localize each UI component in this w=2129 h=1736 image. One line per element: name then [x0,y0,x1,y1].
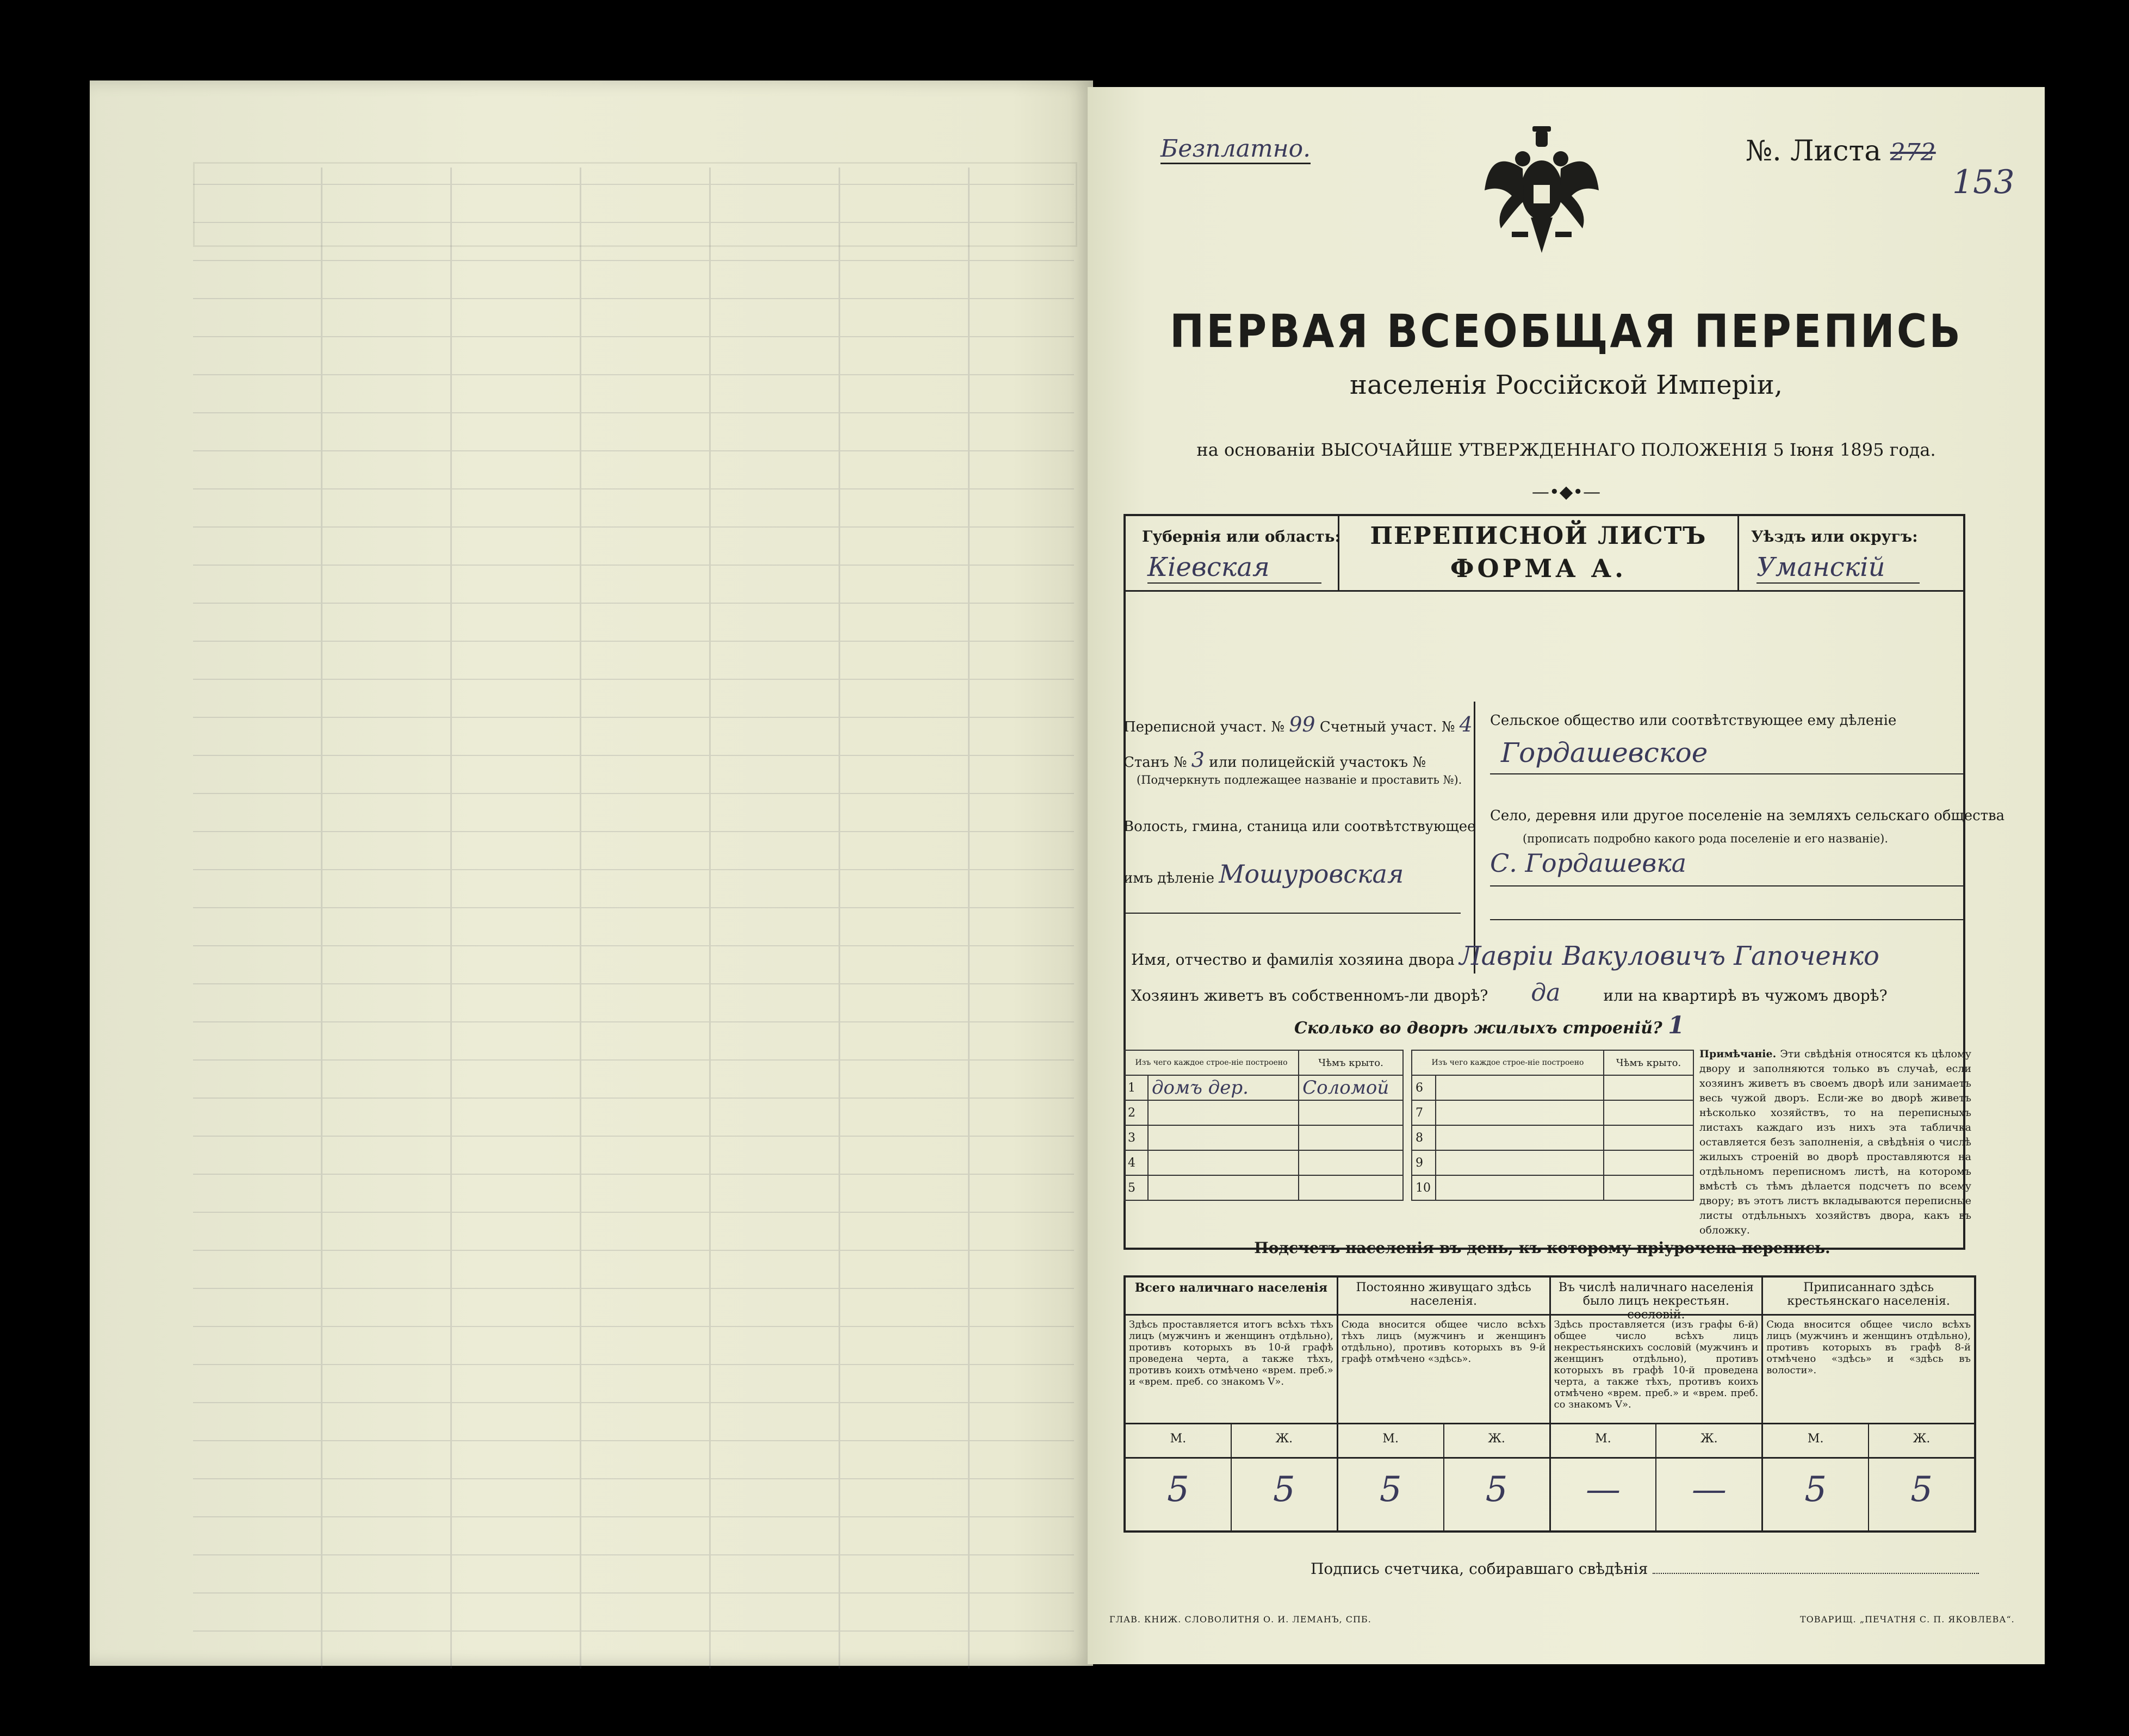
col-roof-header: Чѣмъ крыто. [1604,1050,1693,1075]
table-row [1124,1150,1403,1175]
underline-note: (Подчеркнуть подлежащее названіе и проставить №). [1137,773,1462,786]
female-label: Ж. [1275,1432,1293,1446]
row-number: 2 [1124,1100,1148,1125]
built-cell: домъ дер. [1148,1075,1299,1100]
female-value: — [1691,1470,1727,1510]
census-subtitle: населенія Россійской Имперіи, [1350,370,1783,400]
printer-left: ГЛАВ. КНИЖ. СЛОВОЛИТНЯ О. И. ЛЕМАНЪ, СПБ. [1109,1614,1371,1625]
buildings-table-right [1411,1050,1694,1201]
table-row [1124,1075,1403,1100]
built-cell [1148,1125,1299,1150]
row-number: 9 [1412,1150,1436,1175]
built-cell [1148,1100,1299,1125]
male-value: 5 [1338,1459,1444,1530]
male-value: — [1551,1459,1657,1530]
owner-value: Лавріи Вакуловичъ Гапоченко [1459,941,1879,971]
stan-field [1124,748,1426,772]
count-section-label: Счетный участ. № [1319,719,1455,735]
roof-cell [1299,1100,1403,1125]
sheet-number-struck: 272 [1890,139,1936,166]
buildings-label: Сколько во дворѣ жилыхъ строеній? [1294,1019,1662,1038]
village-line-2 [1490,919,1963,920]
volost-label-1: Волость, гмина, станица или соотвѣтствующее [1124,819,1476,835]
fields-divider [1474,702,1475,974]
table-row [1124,1100,1403,1125]
roof-cell [1299,1125,1403,1150]
rented-label: или на квартирѣ въ чужомъ дворѣ? [1603,987,1888,1005]
buildings-value: 1 [1668,1012,1685,1039]
count-section-value: 4 [1459,712,1473,736]
sheet-number-label: №. Листа [1746,135,1882,168]
table-row [1412,1100,1693,1125]
male-label: М. [1126,1424,1232,1457]
built-cell [1148,1150,1299,1175]
census-basis: на основаніи ВЫСОЧАЙШЕ УТВЕРЖДЕННАГО ПОЛОЖЕНІЯ 5 Іюня 1895 года. [1196,439,1936,460]
population-heading: Подсчетъ населенія въ день, къ которому пріурочена перепись. [1254,1239,1830,1257]
female-value: 5 [1273,1470,1295,1510]
female-label: Ж. [1488,1432,1505,1446]
roof-cell [1299,1175,1403,1200]
row-number: 1 [1124,1075,1148,1100]
note-text: Эти свѣдѣнія относятся къ цѣлому двору и заполняются только въ случаѣ, если хозяинъ живетъ въ своемъ дворѣ или занимаетъ весь чужой дворъ. Если-же во дворѣ живетъ нѣсколько хозяйствъ, то на переписныхъ листахъ каждаго изъ нихъ эта табличка оставляется безъ заполненія, а свѣдѣнія о числѣ жилыхъ строеній во дворѣ проставляются на отдѣльномъ переписномъ листѣ, на которомъ вмѣстѣ съ тѣмъ дѣлается подсчетъ по всему двору; въ этотъ листъ вкладываются переписные листы отдѣльныхъ хозяйствъ двора, какъ въ обложку. [1699,1048,1971,1236]
own-yard-label: Хозяинъ живетъ въ собственномъ-ли дворѣ? [1131,987,1488,1005]
imperial-eagle-emblem [1479,125,1604,261]
own-yard-field [1131,979,1888,1007]
roof-cell [1299,1150,1403,1175]
note-title: Примѣчаніе. [1699,1048,1777,1060]
owner-label: Имя, отчество и фамилія хозяина двора [1131,951,1455,969]
show-through-header [193,162,1077,247]
village-value: С. Гордашевка [1490,848,1687,878]
male-label: М. [1338,1424,1444,1457]
buildings-table-left [1124,1050,1404,1201]
male-label: М. [1763,1424,1869,1457]
census-section-field [1124,712,1473,736]
society-label: Сельское общество или соотвѣтствующее ему дѣленіе [1490,712,1897,729]
col-desc: Здѣсь проставляется (изъ графы 6-й) общее число всѣхъ лицъ некрестьянскихъ сословій (мужчинъ и женщинъ отдѣльно), противъ которыхъ въ графѣ 10-й проведена черта, а также тѣхъ, противъ коихъ отмѣчено «врем. преб.» и «врем. преб. со знакомъ V». [1551,1316,1762,1424]
col-roof-header: Чѣмъ крыто. [1299,1050,1403,1075]
uezd-value: Уманскій [1756,552,1920,584]
census-form-page [1088,87,2045,1664]
roof-cell [1604,1100,1693,1125]
roof-cell [1604,1150,1693,1175]
population-table [1124,1275,1976,1533]
female-label: Ж. [1700,1432,1718,1446]
guberniya-label: Губернія или область: [1142,528,1340,545]
roof-cell [1604,1175,1693,1200]
buildings-note [1699,1047,1971,1238]
table-row [1412,1050,1693,1075]
roof-cell [1604,1075,1693,1100]
form-header-vline-2 [1737,514,1739,590]
row-number: 4 [1124,1150,1148,1175]
own-yard-value: да [1531,979,1561,1007]
row-number: 5 [1124,1175,1148,1200]
col-desc: Сюда вносится общее число всѣхъ тѣхъ лицъ (мужчинъ и женщинъ отдѣльно), противъ которыхъ въ 9-й графѣ отмѣчено «здѣсь». [1338,1316,1549,1424]
population-col-non-peasant [1551,1278,1764,1530]
volost-extra-line [1124,913,1461,914]
table-row [1124,1050,1403,1075]
female-value: 5 [1910,1470,1933,1510]
col-desc: Сюда вносится общее число всѣхъ лицъ (мужчинъ и женщинъ отдѣльно), противъ которыхъ въ графѣ 8-й отмѣчено «здѣсь» и «здѣсь въ волости». [1763,1316,1974,1424]
sheet-number [1746,135,1936,168]
stan-label: Станъ № [1124,754,1187,771]
roof-cell: Соломой [1299,1075,1403,1100]
roof-cell [1604,1125,1693,1150]
built-cell [1436,1075,1604,1100]
volost-value: Мошуровская [1219,859,1404,889]
village-label: Село, деревня или другое поселеніе на земляхъ сельскаго общества [1490,808,2005,824]
row-number: 3 [1124,1125,1148,1150]
free-label: Безплатно. [1160,135,1311,164]
form-subtitle: ФОРМА А. [1450,554,1627,583]
col-title: Приписаннаго здѣсь крестьянскаго населенія. [1763,1278,1974,1316]
volost-label-2: имъ дѣленіе [1124,870,1214,886]
guberniya-value: Кіевская [1147,552,1321,584]
row-number: 7 [1412,1100,1436,1125]
female-value: 5 [1485,1470,1508,1510]
ornament-divider: —•◆•— [1531,481,1601,502]
col-built-header: Изъ чего каждое строе-ніе построено [1124,1050,1299,1075]
built-cell [1436,1150,1604,1175]
census-section-value: 99 [1289,712,1315,736]
show-through-grid [193,168,1074,1669]
signature-field [1311,1560,1979,1578]
sheet-number-handwritten: 153 [1952,163,2015,201]
population-col-registered [1763,1278,1974,1530]
built-cell [1436,1175,1604,1200]
left-page [90,80,1093,1666]
signature-label: Подпись счетчика, собиравшаго свѣдѣнія [1311,1560,1648,1578]
table-row [1124,1125,1403,1150]
col-title: Всего наличнаго населенія [1126,1278,1337,1316]
police-label: или полицейскій участокъ № [1209,754,1426,771]
table-row [1412,1075,1693,1100]
owner-field [1131,941,1879,971]
table-row [1412,1150,1693,1175]
stan-value: 3 [1191,748,1205,772]
col-built-header: Изъ чего каждое строе-ніе построено [1412,1050,1604,1075]
village-line [1490,885,1963,886]
male-value: 5 [1763,1459,1869,1530]
row-number: 8 [1412,1125,1436,1150]
table-row [1412,1125,1693,1150]
row-number: 10 [1412,1175,1436,1200]
population-col-permanent [1338,1278,1551,1530]
built-cell [1148,1175,1299,1200]
built-cell [1436,1100,1604,1125]
col-title: Постоянно живущаго здѣсь населенія. [1338,1278,1549,1316]
uezd-label: Уѣздъ или округъ: [1751,528,1918,545]
male-value: 5 [1126,1459,1232,1530]
col-title: Въ числѣ наличнаго населенія было лицъ некрестьян. сословій. [1551,1278,1762,1316]
form-title: ПЕРЕПИСНОЙ ЛИСТЪ [1370,522,1707,550]
village-note: (прописать подробно какого рода поселеніе и его названіе). [1523,832,1888,845]
census-title: ПЕРВАЯ ВСЕОБЩАЯ ПЕРЕПИСЬ [1170,305,1963,358]
built-cell [1436,1125,1604,1150]
female-label: Ж. [1913,1432,1931,1446]
society-line [1490,773,1963,774]
society-value: Гордашевское [1501,737,1708,768]
table-row [1412,1175,1693,1200]
row-number: 6 [1412,1075,1436,1100]
table-row [1124,1175,1403,1200]
male-label: М. [1551,1424,1657,1457]
printer-right: ТОВАРИЩ. „ПЕЧАТНЯ С. П. ЯКОВЛЕВА“. [1800,1614,2015,1625]
col-desc: Здѣсь проставляется итогъ всѣхъ тѣхъ лицъ (мужчинъ и женщинъ отдѣльно), противъ которыхъ въ 10-й графѣ проведена черта, а также тѣхъ, противъ коихъ отмѣчено «врем. преб.» и «врем. преб. со знакомъ V». [1126,1316,1337,1424]
buildings-field [1294,1012,1685,1039]
population-col-total [1126,1278,1338,1530]
volost-field [1124,859,1404,889]
form-header-divider [1124,590,1963,592]
census-section-label: Переписной участ. № [1124,719,1284,735]
